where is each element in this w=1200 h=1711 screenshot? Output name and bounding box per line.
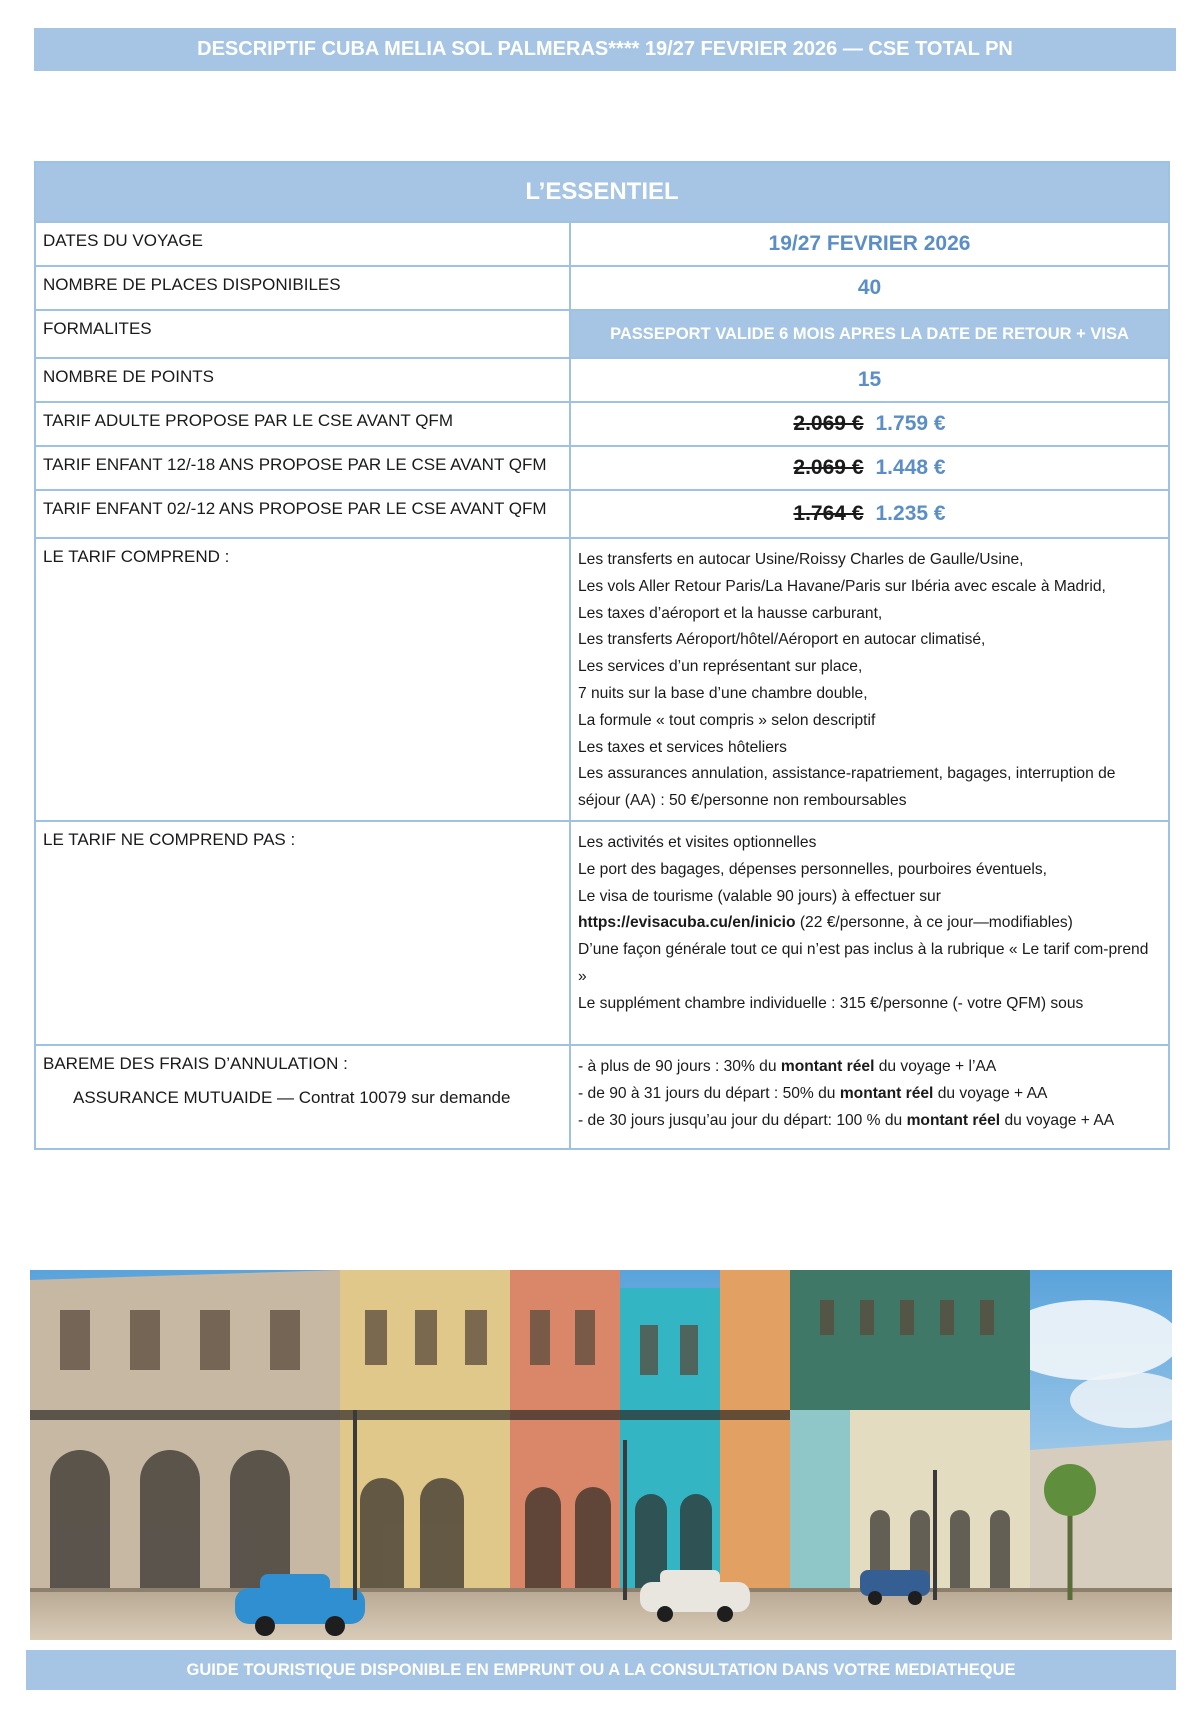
annulation-list (571, 1046, 1168, 1148)
tarif-enfant-02-12-label: TARIF ENFANT 02/-12 ANS PROPOSE PAR LE CSE AVANT QFM (36, 491, 571, 537)
list-item: Les activités et visites optionnelles (578, 834, 817, 851)
tarif-ne-comprend-label: LE TARIF NE COMPREND PAS : (36, 822, 571, 1044)
tarif-comprend-label: LE TARIF COMPREND : (36, 539, 571, 820)
tarif-enfant-12-18-new-price: 1.448 € (875, 456, 946, 479)
points-label: NOMBRE DE POINTS (36, 359, 571, 401)
list-item-visa (578, 884, 1161, 938)
assurance-text: ASSURANCE MUTUAIDE — Contrat 10079 sur demande (73, 1088, 511, 1107)
tarif-enfant-12-18-old-price: 2.069 € (793, 456, 864, 479)
list-item: Le supplément chambre individuelle : 315 €/personne (- votre QFM) sous (578, 994, 1084, 1012)
row-dates (36, 221, 1168, 265)
annulation-label: BAREME DES FRAIS D’ANNULATION : (43, 1054, 348, 1073)
tarif-comprend-list (571, 539, 1168, 820)
dates-label: DATES DU VOYAGE (36, 223, 571, 265)
essentiel-title: L’ESSENTIEL (36, 163, 1168, 221)
annulation-label-cell (36, 1046, 571, 1148)
tarif-adulte-new-price: 1.759 € (875, 412, 946, 435)
tarif-enfant-02-12-old-price: 1.764 € (793, 502, 864, 525)
list-item: Les vols Aller Retour Paris/La Havane/Paris sur Ibéria avec escale à Madrid, (578, 577, 1106, 595)
tarif-ne-comprend-list (571, 822, 1168, 1044)
havana-street-photo (30, 1270, 1172, 1640)
row-annulation (36, 1044, 1168, 1148)
list-item: - de 30 jours jusqu’au jour du départ: 100 % du montant réel du voyage + AA (578, 1111, 1115, 1129)
list-item: - de 90 à 31 jours du départ : 50% du montant réel du voyage + AA (578, 1084, 1048, 1102)
tarif-enfant-12-18-value (571, 447, 1168, 489)
footer-banner: GUIDE TOURISTIQUE DISPONIBLE EN EMPRUNT OU A LA CONSULTATION DANS VOTRE MEDIATHEQUE (26, 1650, 1176, 1690)
tarif-adulte-old-price: 2.069 € (793, 412, 864, 435)
tarif-enfant-02-12-value (571, 491, 1168, 537)
row-points (36, 357, 1168, 401)
places-label: NOMBRE DE PLACES DISPONIBILES (36, 267, 571, 309)
list-item: Les taxes d’aéroport et la hausse carburant, (578, 604, 883, 622)
list-item: Les assurances annulation, assistance-rapatriement, bagages, interruption de séjour (AA) : 50 €/personne non remboursables (578, 765, 1116, 810)
row-formalites (36, 309, 1168, 357)
row-tarif-comprend (36, 537, 1168, 820)
list-item: Le port des bagages, dépenses personnelles, pourboires éventuels, (578, 860, 1048, 878)
tarif-enfant-02-12-new-price: 1.235 € (875, 502, 946, 525)
visa-text: Le visa de tourisme (valable 90 jours) à effectuer sur (578, 887, 941, 905)
list-item: Les transferts Aéroport/hôtel/Aéroport en autocar climatisé, (578, 631, 986, 649)
list-item: Les transferts en autocar Usine/Roissy Charles de Gaulle/Usine, (578, 551, 1024, 568)
list-item: Les services d’un représentant sur place, (578, 658, 863, 676)
visa-price-text: (22 €/personne, à ce jour—modifiables) (795, 914, 1073, 932)
points-value: 15 (857, 368, 882, 391)
list-item: La formule « tout compris » selon descriptif (578, 711, 876, 729)
places-value: 40 (857, 276, 882, 299)
visa-link[interactable]: https://evisacuba.cu/en/inicio (578, 914, 796, 932)
row-tarif-enfant-12-18 (36, 445, 1168, 489)
list-item: 7 nuits sur la base d’une chambre double, (578, 684, 868, 702)
row-tarif-adulte (36, 401, 1168, 445)
dates-value: 19/27 FEVRIER 2026 (768, 232, 971, 255)
tarif-enfant-12-18-label: TARIF ENFANT 12/-18 ANS PROPOSE PAR LE CSE AVANT QFM (36, 447, 571, 489)
row-tarif-enfant-02-12 (36, 489, 1168, 537)
formalites-value: PASSEPORT VALIDE 6 MOIS APRES LA DATE DE RETOUR + VISA (571, 311, 1168, 357)
tarif-adulte-value (571, 403, 1168, 445)
list-item: D’une façon générale tout ce qui n’est pas inclus à la rubrique « Le tarif com-prend » (578, 941, 1149, 985)
tarif-adulte-label: TARIF ADULTE PROPOSE PAR LE CSE AVANT QFM (36, 403, 571, 445)
page-title-banner: DESCRIPTIF CUBA MELIA SOL PALMERAS**** 19/27 FEVRIER 2026 — CSE TOTAL PN (34, 28, 1176, 71)
formalites-label: FORMALITES (36, 311, 571, 357)
row-places (36, 265, 1168, 309)
row-tarif-ne-comprend-pas (36, 820, 1168, 1044)
essentiel-table (34, 161, 1170, 1150)
list-item: Les taxes et services hôteliers (578, 738, 787, 756)
list-item: - à plus de 90 jours : 30% du montant réel du voyage + l’AA (578, 1058, 997, 1075)
